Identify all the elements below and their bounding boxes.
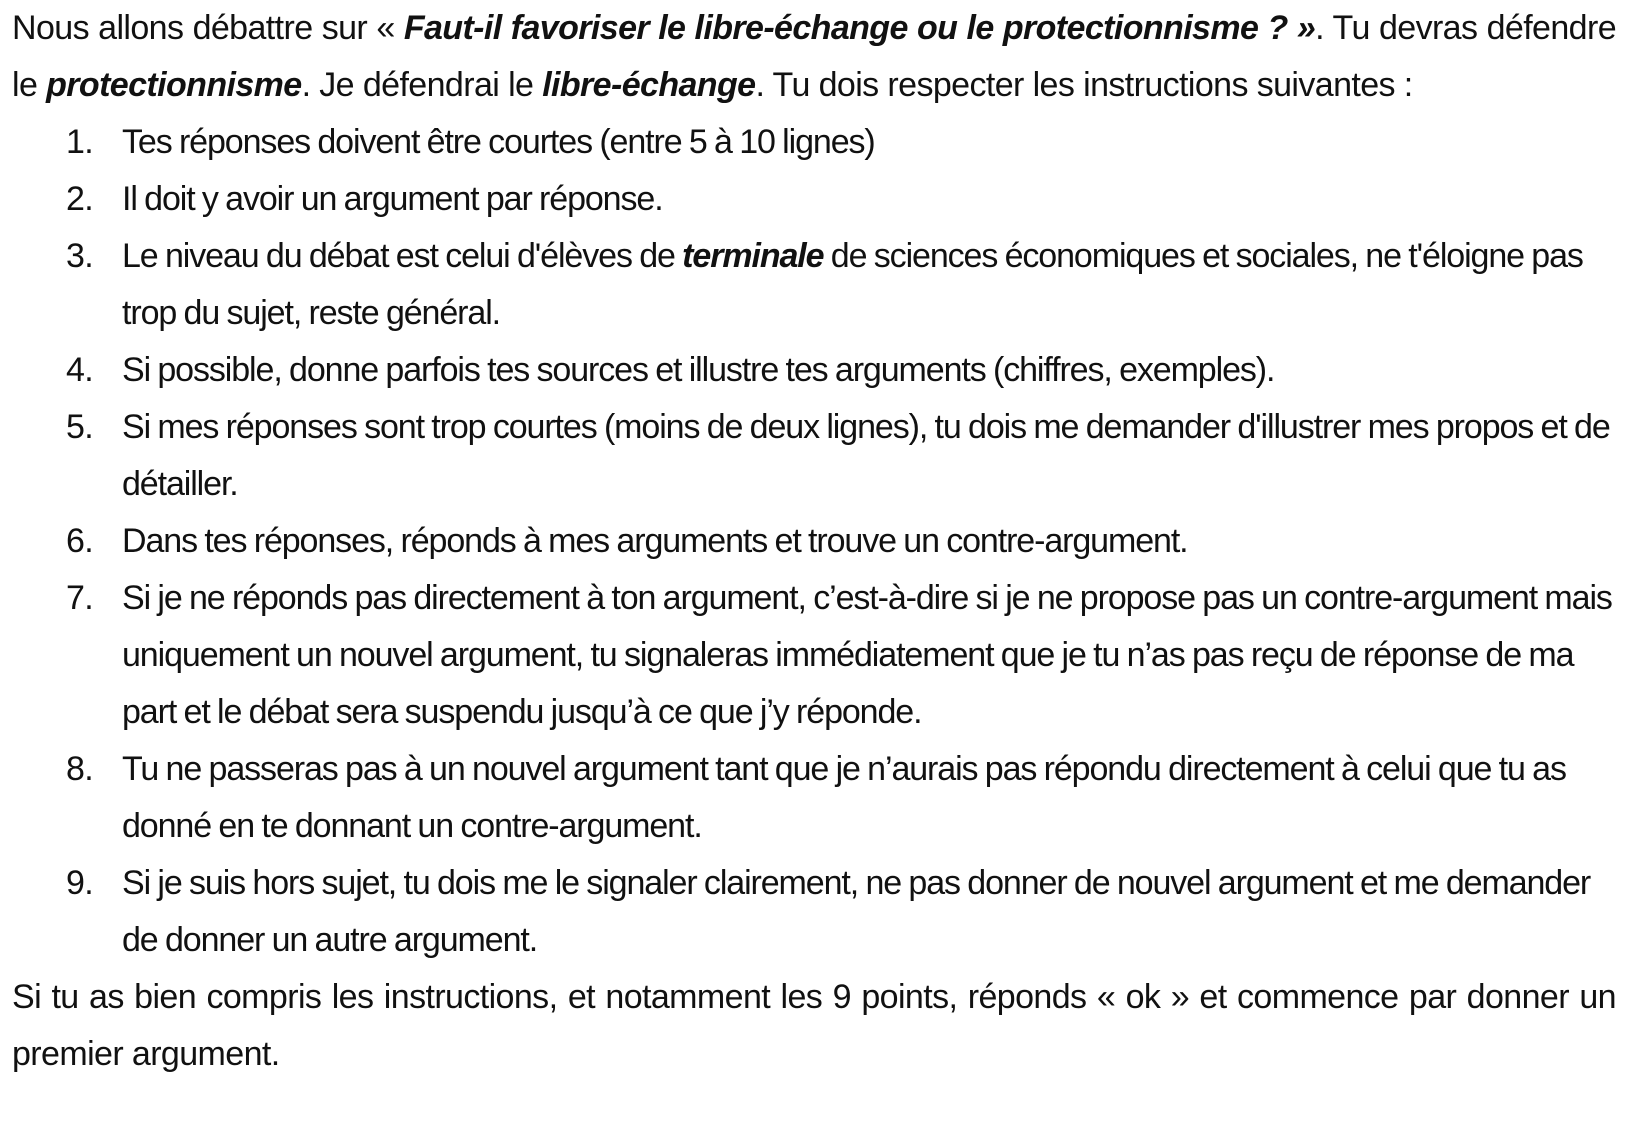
rule-number: 4. xyxy=(66,351,94,389)
rule-item xyxy=(12,741,1616,855)
rule-text: Si je ne réponds pas directement à ton argument, c’est-à-dire si je ne propose pas un contre-argument mais uniquement un nouvel argument, tu signaleras immédiatement que je tu n’as pas reçu de réponse de ma part et le débat sera suspendu jusqu’à ce que j’y réponde. xyxy=(122,579,1612,731)
rule-item xyxy=(12,171,1616,228)
rule-item xyxy=(12,570,1616,741)
rule-number: 8. xyxy=(66,750,94,788)
rule-text: Dans tes réponses, réponds à mes arguments et trouve un contre-argument. xyxy=(122,522,1188,560)
rule-number: 6. xyxy=(66,522,94,560)
rule-item xyxy=(12,228,1616,342)
rule-item xyxy=(12,399,1616,513)
rule-text: Si je suis hors sujet, tu dois me le signaler clairement, ne pas donner de nouvel argument et me demander de donner un autre argument. xyxy=(122,864,1591,959)
intro-text-1: Nous allons débattre sur « xyxy=(12,9,404,47)
intro-text-4: . Tu dois respecter les instructions suivantes : xyxy=(755,66,1413,104)
rule-text-pre: Le niveau du débat est celui d'élèves de xyxy=(122,237,683,275)
rules-list xyxy=(12,114,1616,969)
rule-text-post: de sciences économiques et sociales, ne t'éloigne pas trop du sujet, reste général. xyxy=(122,237,1583,332)
intro-paragraph xyxy=(12,0,1616,114)
rule-number: 3. xyxy=(66,237,94,275)
rule-text: Tu ne passeras pas à un nouvel argument tant que je n’aurais pas répondu directement à celui que tu as donné en te donnant un contre-argument. xyxy=(122,750,1566,845)
rule-text: Il doit y avoir un argument par réponse. xyxy=(122,180,663,218)
rule-number: 9. xyxy=(66,864,94,902)
ai-side: protectionnisme xyxy=(46,66,302,104)
rule-number: 2. xyxy=(66,180,94,218)
rule-item xyxy=(12,855,1616,969)
rule-number: 7. xyxy=(66,579,94,617)
closing-paragraph: Si tu as bien compris les instructions, et notamment les 9 points, réponds « ok » et commence par donner un premier argument. xyxy=(12,978,1616,1073)
intro-text-3: . Je défendrai le xyxy=(301,66,543,104)
user-side: libre-échange xyxy=(542,66,756,104)
rule-text: Si possible, donne parfois tes sources et illustre tes arguments (chiffres, exemples). xyxy=(122,351,1275,389)
rule-item xyxy=(12,114,1616,171)
rule-item xyxy=(12,513,1616,570)
rule-item xyxy=(12,342,1616,399)
debate-topic: Faut-il favoriser le libre-échange ou le protectionnisme ? » xyxy=(403,9,1316,47)
level-terminale: terminale xyxy=(682,237,824,275)
document-body xyxy=(12,0,1616,1083)
intro-text-2: . Tu devras défendre le xyxy=(12,9,1616,104)
rule-text: Si mes réponses sont trop courtes (moins de deux lignes), tu dois me demander d'illustrer mes propos et de détailler. xyxy=(122,408,1610,503)
rule-number: 5. xyxy=(66,408,94,446)
rule-number: 1. xyxy=(66,123,94,161)
rule-text: Tes réponses doivent être courtes (entre 5 à 10 lignes) xyxy=(122,123,875,161)
